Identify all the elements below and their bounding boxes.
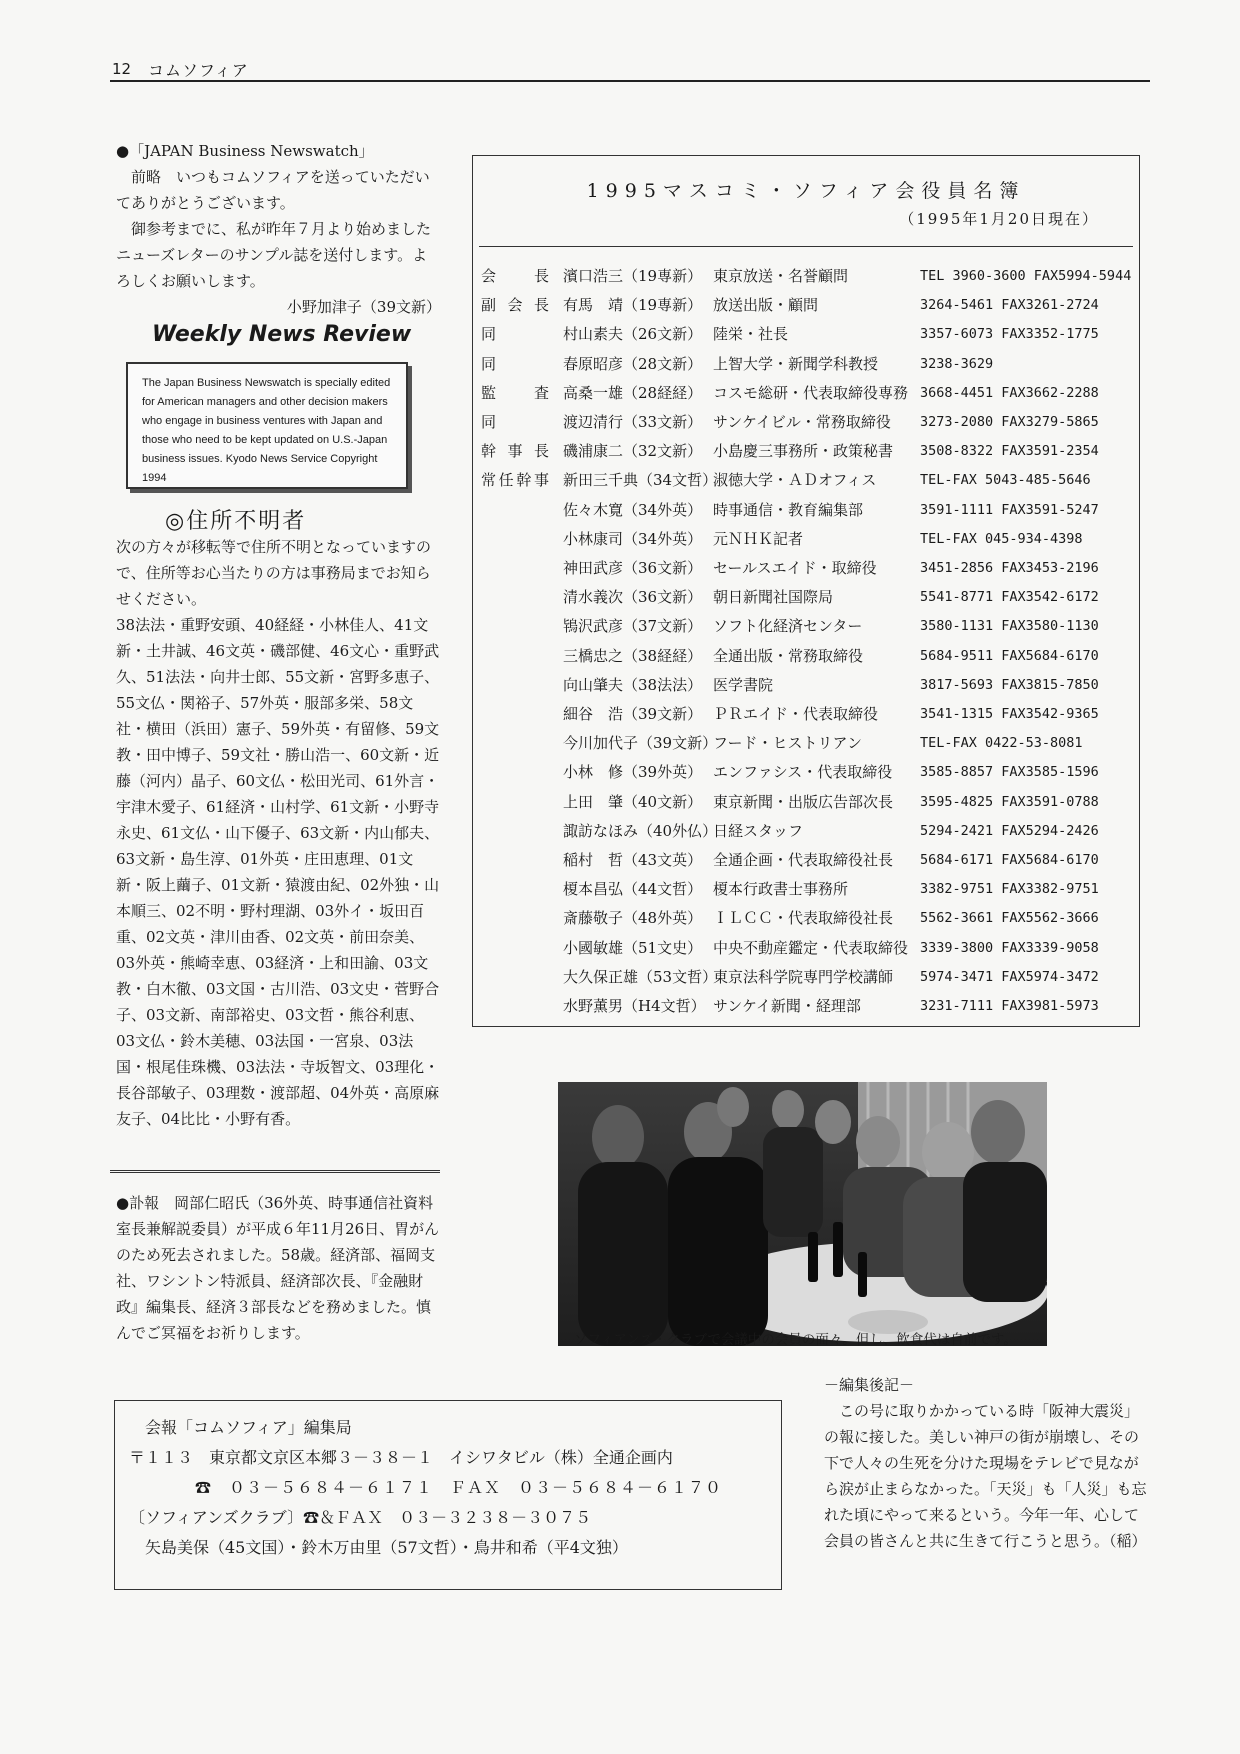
roster-title: 1995マスコミ・ソフィア会役員名簿	[586, 180, 1026, 202]
page-number: 12	[112, 60, 132, 78]
roster-name: 清水義次（36文新）	[563, 588, 703, 607]
roster-rule	[479, 246, 1133, 247]
roster-phone: 5974-3471 FAX5974-3472	[920, 968, 1099, 985]
roster-row	[473, 788, 1139, 816]
roster-affiliation: 日経スタッフ	[713, 821, 804, 840]
magazine-title: コムソフィア	[148, 61, 249, 80]
roster-affiliation: 全通出版・常務取締役	[713, 646, 864, 665]
contact-phone: ☎ ０３－５６８４－６１７１ ＦＡＸ ０３－５６８４－６１７０	[195, 1478, 723, 1497]
roster-row	[473, 554, 1139, 582]
roster-affiliation: ＩＬＣＣ・代表取締役社長	[713, 909, 894, 928]
roster-phone: 3541-1315 FAX3542-9365	[920, 706, 1099, 722]
roster-phone: 3595-4825 FAX3591-0788	[920, 793, 1099, 810]
roster-row	[473, 350, 1139, 378]
roster-affiliation: サンケイビル・常務取締役	[713, 413, 891, 431]
roster-role: 同	[481, 354, 497, 373]
header-rule	[110, 80, 1150, 82]
roster-affiliation: 全通企画・代表取締役社長	[713, 851, 894, 869]
obituary-text: ●訃報 岡部仁昭氏（36外英、時事通信社資料室長兼解説委員）が平成６年11月26日、胃がんのため死去されました。58歳。経済部、福岡支社、ワシントン特派員、経済部次長、『金融財政』編集長、経済３部長などを務めました。慎んでご冥福をお祈りします。	[116, 1194, 440, 1342]
roster-phone: 3668-4451 FAX3662-2288	[920, 384, 1099, 401]
roster-row	[473, 379, 1139, 407]
roster-phone: 3591-1111 FAX3591-5247	[920, 501, 1099, 518]
roster-affiliation: ＰＲエイド・代表取締役	[713, 705, 879, 723]
roster-name: 諏訪なほみ（40外仏）	[563, 821, 718, 840]
roster-row	[473, 846, 1139, 874]
roster-role: 同	[481, 413, 497, 431]
roster-affiliation: 上智大学・新聞学科教授	[713, 354, 879, 373]
roster-row	[473, 934, 1139, 962]
roster-phone: 3264-5461 FAX3261-2724	[920, 297, 1099, 314]
roster-affiliation: 榎本行政書士事務所	[713, 880, 849, 899]
roster-name: 水野薫男（H4文哲）	[563, 997, 706, 1015]
roster-name: 濱口浩三（19専新）	[563, 267, 703, 285]
roster-row	[473, 904, 1139, 932]
roster-role: 会長	[481, 267, 549, 285]
roster-affiliation: 朝日新聞社国際局	[713, 588, 834, 607]
roster-phone: 5562-3661 FAX5562-3666	[920, 910, 1099, 927]
roster-role: 同	[481, 325, 497, 344]
letter-paragraph: 前略 いつもコムソフィアを送っていただいてありがとうございます。	[116, 168, 430, 212]
roster-row	[473, 817, 1139, 845]
contact-editors: 矢島美保（45文国）・鈴木万由里（57文哲）・鳥井和希（平4文独）	[145, 1538, 628, 1557]
roster-name: 高桑一雄（28経経）	[563, 383, 703, 402]
roster-name: 三橋忠之（38経経）	[563, 646, 703, 665]
editor-note-title: －編集後記－	[824, 1376, 915, 1394]
roster-role: 監査	[481, 383, 549, 402]
roster-affiliation: 東京放送・名誉顧問	[713, 267, 849, 285]
roster-row	[473, 525, 1139, 553]
roster-phone: 3451-2856 FAX3453-2196	[920, 560, 1099, 576]
roster-row	[473, 408, 1139, 436]
roster-phone: TEL-FAX 5043-485-5646	[920, 472, 1091, 489]
roster-name: 斎藤敬子（48外英）	[563, 909, 703, 928]
roster-affiliation: 医学書院	[713, 675, 774, 694]
roster-row	[473, 496, 1139, 524]
roster-affiliation: 東京新聞・出版広告部次長	[713, 792, 894, 811]
roster-affiliation: 淑徳大学・ＡＤオフィス	[713, 471, 877, 490]
editor-note-body: この号に取りかかっている時「阪神大震災」の報に接した。美しい神戸の街が崩壊し、その下で人々の生死を分けた現場をテレビで見ながら涙が止まらなかった。「天災」も「人災」も忘れた頃にやって来るという。今年一年、心して会員の皆さんと共に生きて行こうと思う。（稲）	[824, 1402, 1147, 1550]
roster-affiliation: 陸栄・社長	[713, 325, 789, 344]
roster-phone: 3231-7111 FAX3981-5973	[920, 998, 1099, 1014]
roster-affiliation: コスモ総研・代表取締役専務	[713, 383, 909, 402]
roster-affiliation: 小島慶三事務所・政策秘書	[713, 442, 894, 461]
roster-phone: 3273-2080 FAX3279-5865	[920, 414, 1099, 430]
weekly-news-review-box: The Japan Business Newswatch is specially edited for American managers and other decision makers who engage in business ventures with Japan and those who need to be kept updated on U.S.-Japan business issues. Kyodo News Service Copyright 1994	[126, 362, 408, 489]
roster-row	[473, 642, 1139, 670]
roster-affiliation: エンファシス・代表取締役	[713, 763, 893, 782]
roster-row	[473, 729, 1139, 757]
section-divider	[110, 1170, 440, 1173]
roster-affiliation: フード・ヒストリアン	[713, 734, 862, 753]
roster-phone: TEL 3960-3600 FAX5994-5944	[920, 268, 1132, 284]
roster-name: 上田 肇（40文新）	[563, 792, 703, 811]
roster-phone: 5684-6171 FAX5684-6170	[920, 852, 1099, 868]
contact-box	[114, 1400, 782, 1590]
meeting-photo-image	[558, 1082, 1047, 1346]
roster-affiliation: 中央不動産鑑定・代表取締役	[713, 938, 909, 957]
roster-row	[473, 583, 1139, 611]
roster-name: 小林 修（39外英）	[563, 763, 703, 782]
missing-persons-list: 38法法・重野安頭、40経経・小林佳人、41文新・土井誠、46文英・磯部健、46文心・重野武久、51法法・向井士郎、55文新・宮野多恵子、55文仏・関裕子、57外英・服部多栄、58文社・横田（浜田）憲子、59外英・有留修、59文教・田中博子、59文社・勝山浩一、60文新・近藤（河内）晶子、60文仏・松田光司、61外言・宇津木愛子、61経済・山村学、61文新・小野寺永史、61文仏・山下優子、63文新・内山郁夫、63文新・島生淳、01外英・庄田恵理、01文新・阪上繭子、01文新・猿渡由紀、02外独・山本順三、02不明・野村理湖、03外イ・坂田百重、02文英・津川由香、02文英・前田奈美、03外英・熊崎幸恵、03経済・上和田諭、03文教・白木徹、03文国・古川浩、03文史・菅野合子、03文新、南部裕史、03文哲・熊谷利恵、03文仏・鈴木美穂、03法国・一宮泉、03法国・根尾佳珠機、03法法・寺坂智文、03理化・長谷部敏子、03理数・渡部超、04外英・高原麻友子、04比比・小野有香。	[116, 616, 440, 1128]
roster-phone: 3585-8857 FAX3585-1596	[920, 764, 1099, 781]
roster-phone: 3508-8322 FAX3591-2354	[920, 443, 1099, 460]
roster-name: 稲村 哲（43文英）	[563, 851, 703, 869]
roster-row	[473, 466, 1139, 494]
roster-phone: TEL-FAX 0422-53-8081	[920, 735, 1083, 752]
letter-signature: 小野加津子（39文新）	[286, 298, 441, 316]
roster-row	[473, 963, 1139, 991]
roster-name: 春原昭彦（28文新）	[563, 354, 703, 373]
roster-phone: 5294-2421 FAX5294-2426	[920, 822, 1099, 839]
roster-row	[473, 758, 1139, 786]
roster-name: 渡辺清行（33文新）	[563, 413, 703, 431]
roster-affiliation: 東京法科学院専門学校講師	[713, 967, 894, 986]
letter-heading: ●「JAPAN Business Newswatch」	[116, 142, 374, 160]
roster-name: 磯浦康二（32文新）	[563, 442, 703, 461]
editor-note-section	[824, 1372, 1149, 1554]
roster-affiliation: ソフト化経済センター	[713, 617, 863, 636]
roster-phone: 3357-6073 FAX3352-1775	[920, 326, 1099, 343]
roster-name: 神田武彦（36文新）	[563, 559, 703, 577]
roster-date: （1995年1月20日現在）	[899, 210, 1099, 228]
roster-name: 新田三千典（34文哲）	[563, 471, 718, 490]
roster-name: 有馬 靖（19専新）	[563, 296, 703, 315]
roster-phone: 3339-3800 FAX3339-9058	[920, 939, 1099, 956]
roster-name: 小國敏雄（51文史）	[563, 938, 703, 957]
roster-row	[473, 700, 1139, 728]
roster-name: 向山肇夫（38法法）	[563, 675, 703, 694]
roster-affiliation: 時事通信・教育編集部	[713, 500, 864, 519]
roster-name: 細谷 浩（39文新）	[563, 705, 703, 723]
contact-title: 会報「コムソフィア」編集局	[145, 1418, 352, 1437]
roster-phone: 5684-9511 FAX5684-6170	[920, 647, 1099, 664]
letter-section	[116, 138, 441, 320]
roster-row	[473, 992, 1139, 1020]
roster-row	[473, 320, 1139, 348]
roster-row	[473, 875, 1139, 903]
roster-name: 佐々木寛（34外英）	[563, 500, 703, 519]
roster-role: 常任幹事	[481, 471, 549, 490]
roster-name: 榎本昌弘（44文哲）	[563, 880, 703, 899]
meeting-photo	[558, 1082, 1047, 1346]
roster-name: 小林康司（34外英）	[563, 529, 703, 548]
roster-affiliation: セールスエイド・取締役	[713, 559, 877, 577]
roster-name: 村山素夫（26文新）	[563, 325, 703, 344]
roster-row	[473, 671, 1139, 699]
weekly-news-review-title: Weekly News Review	[152, 322, 412, 347]
roster-name: 大久保正雄（53文哲）	[563, 967, 718, 986]
contact-club: 〔ソフィアンズクラブ〕☎＆ＦＡＸ ０３－３２３８－３０７５	[129, 1508, 592, 1527]
roster-phone: 3817-5693 FAX3815-7850	[920, 676, 1099, 693]
photo-caption: ソフィアンズ・クラブで会議中の会員の面々。但し、飲食代は自前です。	[574, 1332, 1017, 1348]
missing-persons-intro: 次の方々が移転等で住所不明となっていますので、住所等お心当たりの方は事務局までお知らせください。	[116, 538, 432, 608]
roster-role: 幹事長	[481, 442, 549, 461]
roster-affiliation: 元ＮＨＫ記者	[713, 529, 804, 548]
roster-box	[472, 155, 1140, 1027]
obituary-section	[116, 1190, 441, 1346]
roster-name: 鴇沢武彦（37文新）	[563, 617, 703, 636]
roster-phone: 5541-8771 FAX3542-6172	[920, 589, 1099, 606]
missing-persons-title: ◎住所不明者	[165, 509, 307, 534]
roster-phone: 3238-3629	[920, 355, 994, 372]
roster-row	[473, 437, 1139, 465]
roster-row	[473, 291, 1139, 319]
roster-affiliation: 放送出版・顧問	[713, 296, 819, 315]
roster-phone: 3580-1131 FAX3580-1130	[920, 618, 1099, 635]
roster-name: 今川加代子（39文新）	[563, 734, 718, 753]
letter-paragraph: 御参考までに、私が昨年７月より始めましたニューズレターのサンプル誌を送付します。よろしくお願いします。	[116, 220, 432, 290]
roster-row	[473, 612, 1139, 640]
roster-phone: TEL-FAX 045-934-4398	[920, 530, 1083, 547]
roster-row	[473, 262, 1139, 290]
missing-persons-section	[116, 534, 441, 1132]
roster-affiliation: サンケイ新聞・経理部	[713, 997, 861, 1015]
contact-address: 〒１１３ 東京都文京区本郷３－３８－１ イシワタビル（株）全通企画内	[129, 1448, 673, 1467]
roster-phone: 3382-9751 FAX3382-9751	[920, 881, 1099, 898]
roster-role: 副会長	[481, 296, 549, 315]
